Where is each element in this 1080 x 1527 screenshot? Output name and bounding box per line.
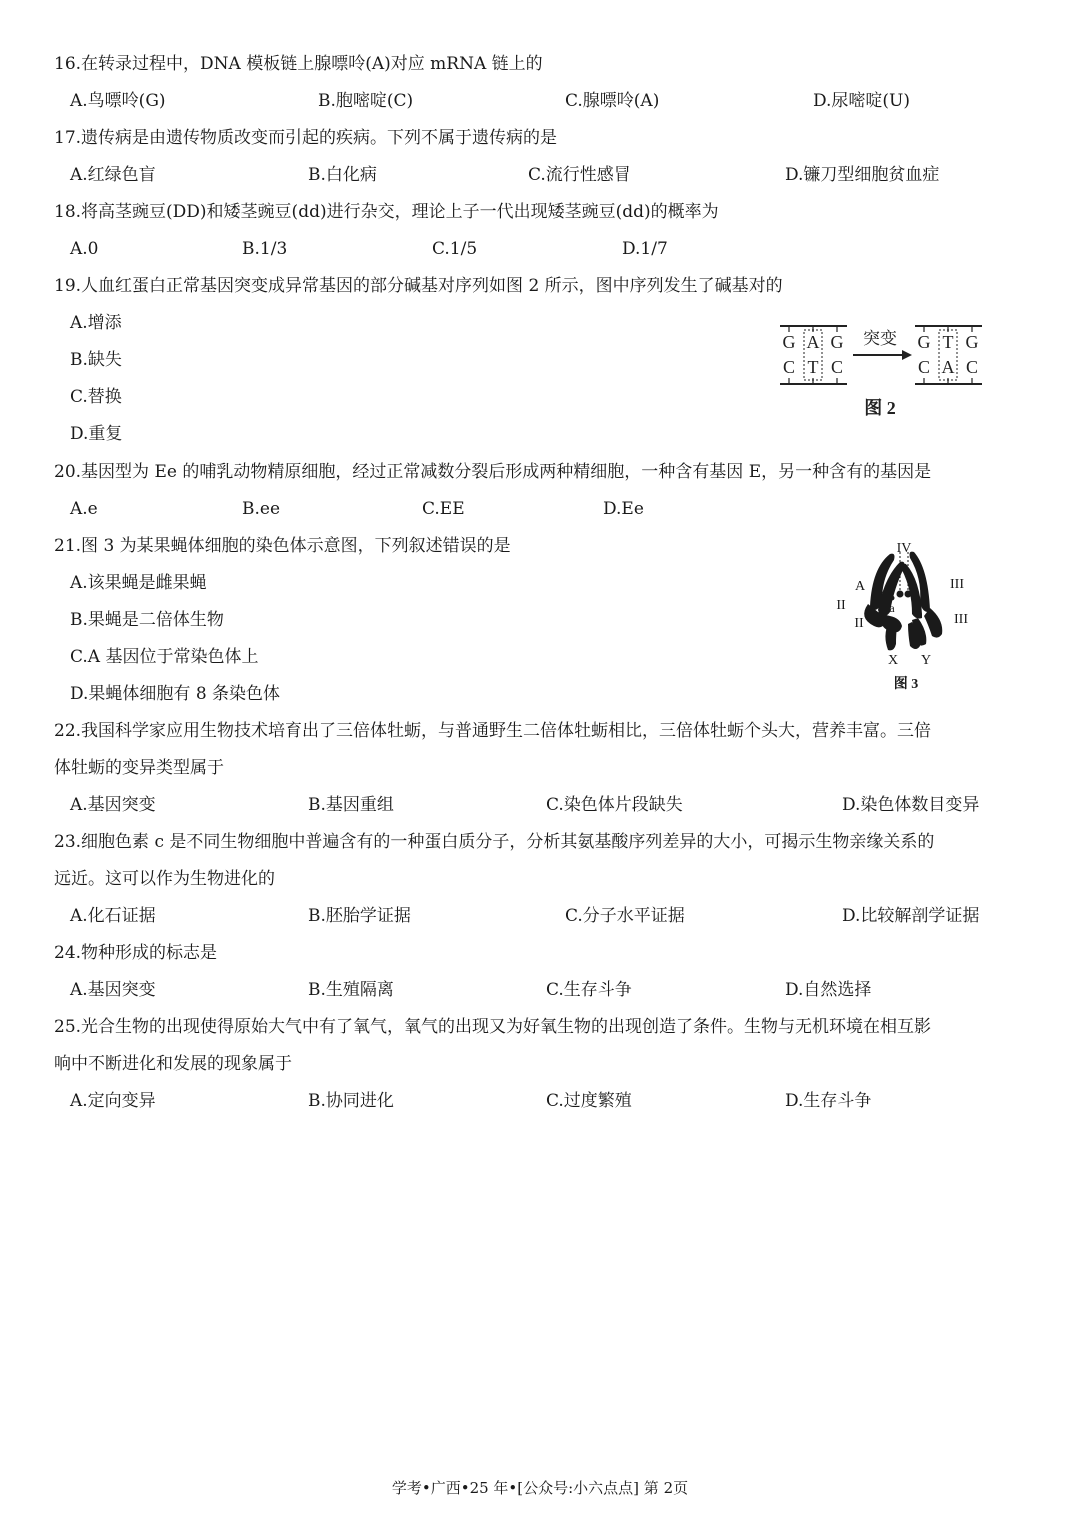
q23-option-d[interactable]: D.比较解剖学证据 [842,906,980,926]
question-23-stem-line1: 23.细胞色素 c 是不同生物细胞中普遍含有的一种蛋白质分子，分析其氨基酸序列差异的大小，可揭示生物亲缘关系的 [54,832,935,852]
question-20-stem: 20.基因型为 Ee 的哺乳动物精原细胞，经过正常减数分裂后形成两种精细胞，一种含有基因 E，另一种含有的基因是 [54,462,932,482]
gene-a-upper-marker [878,590,883,595]
fig2-after-bottom-2: A [941,357,955,377]
fig3-caption: 图 3 [893,677,919,692]
question-23-stem-line2: 远近。这可以作为生物进化的 [54,869,275,889]
q19-option-b[interactable]: B.缺失 [70,350,122,370]
q16-option-a[interactable]: A.鸟嘌呤(G) [70,91,166,111]
q25-option-a[interactable]: A.定向变异 [70,1091,156,1111]
fig2-after-top-1: G [917,332,931,352]
q21-option-a[interactable]: A.该果蝇是雌果蝇 [70,573,207,593]
fig2-before-top-3: G [830,332,844,352]
q22-option-b[interactable]: B.基因重组 [308,795,394,815]
q24-option-c[interactable]: C.生存斗争 [546,980,632,1000]
fig2-after-bottom-1: C [917,357,931,377]
question-24-stem: 24.物种形成的标志是 [54,943,218,963]
q17-option-b[interactable]: B.白化病 [308,165,377,185]
page-footer: 学考•广西•25 年•[公众号:小六点点] 第 2页 [391,1479,689,1497]
q22-option-c[interactable]: C.染色体片段缺失 [546,795,683,815]
question-16-stem: 16.在转录过程中，DNA 模板链上腺嘌呤(A)对应 mRNA 链上的 [54,54,543,74]
fig2-after-top-3: G [965,332,979,352]
label-y: Y [920,653,932,668]
label-iii-lower: III [954,612,968,627]
question-25-stem-line1: 25.光合生物的出现使得原始大气中有了氧气，氧气的出现又为好氧生物的出现创造了条件。生物与无机环境在相互影 [54,1017,932,1037]
label-iii-upper: III [950,577,964,592]
q21-option-c[interactable]: C.A 基因位于常染色体上 [70,647,259,667]
fig2-before-bottom-2: T [807,357,819,377]
q20-option-d[interactable]: D.Ee [603,499,644,519]
chromosome-iv-2 [905,591,912,598]
q16-option-d[interactable]: D.尿嘧啶(U) [813,91,911,111]
question-21-stem: 21.图 3 为某果蝇体细胞的染色体示意图，下列叙述错误的是 [54,536,511,556]
chromosome-iv-1 [897,591,904,598]
q22-option-a[interactable]: A.基因突变 [70,795,156,815]
fig2-arrow-label: 突变 [863,329,897,348]
label-gene-a-upper: A [854,579,866,594]
q19-option-d[interactable]: D.重复 [70,424,123,444]
q18-option-d[interactable]: D.1/7 [622,239,668,259]
label-ii-lower: II [854,616,864,631]
label-iv: IV [896,541,912,556]
q20-option-c[interactable]: C.EE [422,499,465,519]
chromosome-iii-2 [924,608,942,638]
arrow-right-icon [902,350,912,360]
q16-option-b[interactable]: B.胞嘧啶(C) [318,91,414,111]
question-25-stem-line2: 响中不断进化和发展的现象属于 [54,1054,292,1074]
figure-2-dna-mutation [775,318,990,422]
q16-option-c[interactable]: C.腺嘌呤(A) [565,91,660,111]
q24-option-d[interactable]: D.自然选择 [785,980,872,1000]
fig2-before-bottom-3: C [830,357,844,377]
q20-option-a[interactable]: A.e [70,499,98,519]
q17-option-d[interactable]: D.镰刀型细胞贫血症 [785,165,940,185]
fig2-after-bottom-3: C [965,357,979,377]
gene-a-lower-marker [890,596,895,601]
q21-option-d[interactable]: D.果蝇体细胞有 8 条染色体 [70,684,281,704]
fig2-caption: 图 2 [864,398,896,418]
q21-option-b[interactable]: B.果蝇是二倍体生物 [70,610,224,630]
q23-option-a[interactable]: A.化石证据 [70,906,156,926]
q22-option-d[interactable]: D.染色体数目变异 [842,795,980,815]
q19-option-a[interactable]: A.增添 [70,313,122,333]
fig2-before-bottom-1: C [782,357,796,377]
q18-option-a[interactable]: A.0 [70,239,99,259]
q17-option-a[interactable]: A.红绿色盲 [70,165,156,185]
label-x: X [887,653,899,668]
q25-option-d[interactable]: D.生存斗争 [785,1091,872,1111]
q24-option-a[interactable]: A.基因突变 [70,980,156,1000]
question-17-stem: 17.遗传病是由遗传物质改变而引起的疾病。下列不属于遗传病的是 [54,128,558,148]
q23-option-c[interactable]: C.分子水平证据 [565,906,685,926]
fig2-after-top-2: T [942,332,954,352]
q18-option-b[interactable]: B.1/3 [242,239,288,259]
figure-3-fruitfly-chromosomes [830,538,980,693]
question-19-stem: 19.人血红蛋白正常基因突变成异常基因的部分碱基对序列如图 2 所示，图中序列发生了碱基对的 [54,276,783,296]
q20-option-b[interactable]: B.ee [242,499,281,519]
question-18-stem: 18.将高茎豌豆(DD)和矮茎豌豆(dd)进行杂交，理论上子一代出现矮茎豌豆(dd)的概率为 [54,202,719,222]
q25-option-b[interactable]: B.协同进化 [308,1091,394,1111]
label-ii-upper: II [836,598,846,613]
fig2-before-top-2: A [806,332,820,352]
question-22-stem-line1: 22.我国科学家应用生物技术培育出了三倍体牡蛎，与普通野生二倍体牡蛎相比，三倍体牡蛎个头大，营养丰富。三倍 [54,721,932,741]
q23-option-b[interactable]: B.胚胎学证据 [308,906,411,926]
q17-option-c[interactable]: C.流行性感冒 [528,165,631,185]
q24-option-b[interactable]: B.生殖隔离 [308,980,394,1000]
fig2-before-top-1: G [782,332,796,352]
label-gene-a-lower: a [889,601,895,615]
q25-option-c[interactable]: C.过度繁殖 [546,1091,632,1111]
question-22-stem-line2: 体牡蛎的变异类型属于 [54,758,224,778]
q19-option-c[interactable]: C.替换 [70,387,122,407]
q18-option-c[interactable]: C.1/5 [432,239,478,259]
